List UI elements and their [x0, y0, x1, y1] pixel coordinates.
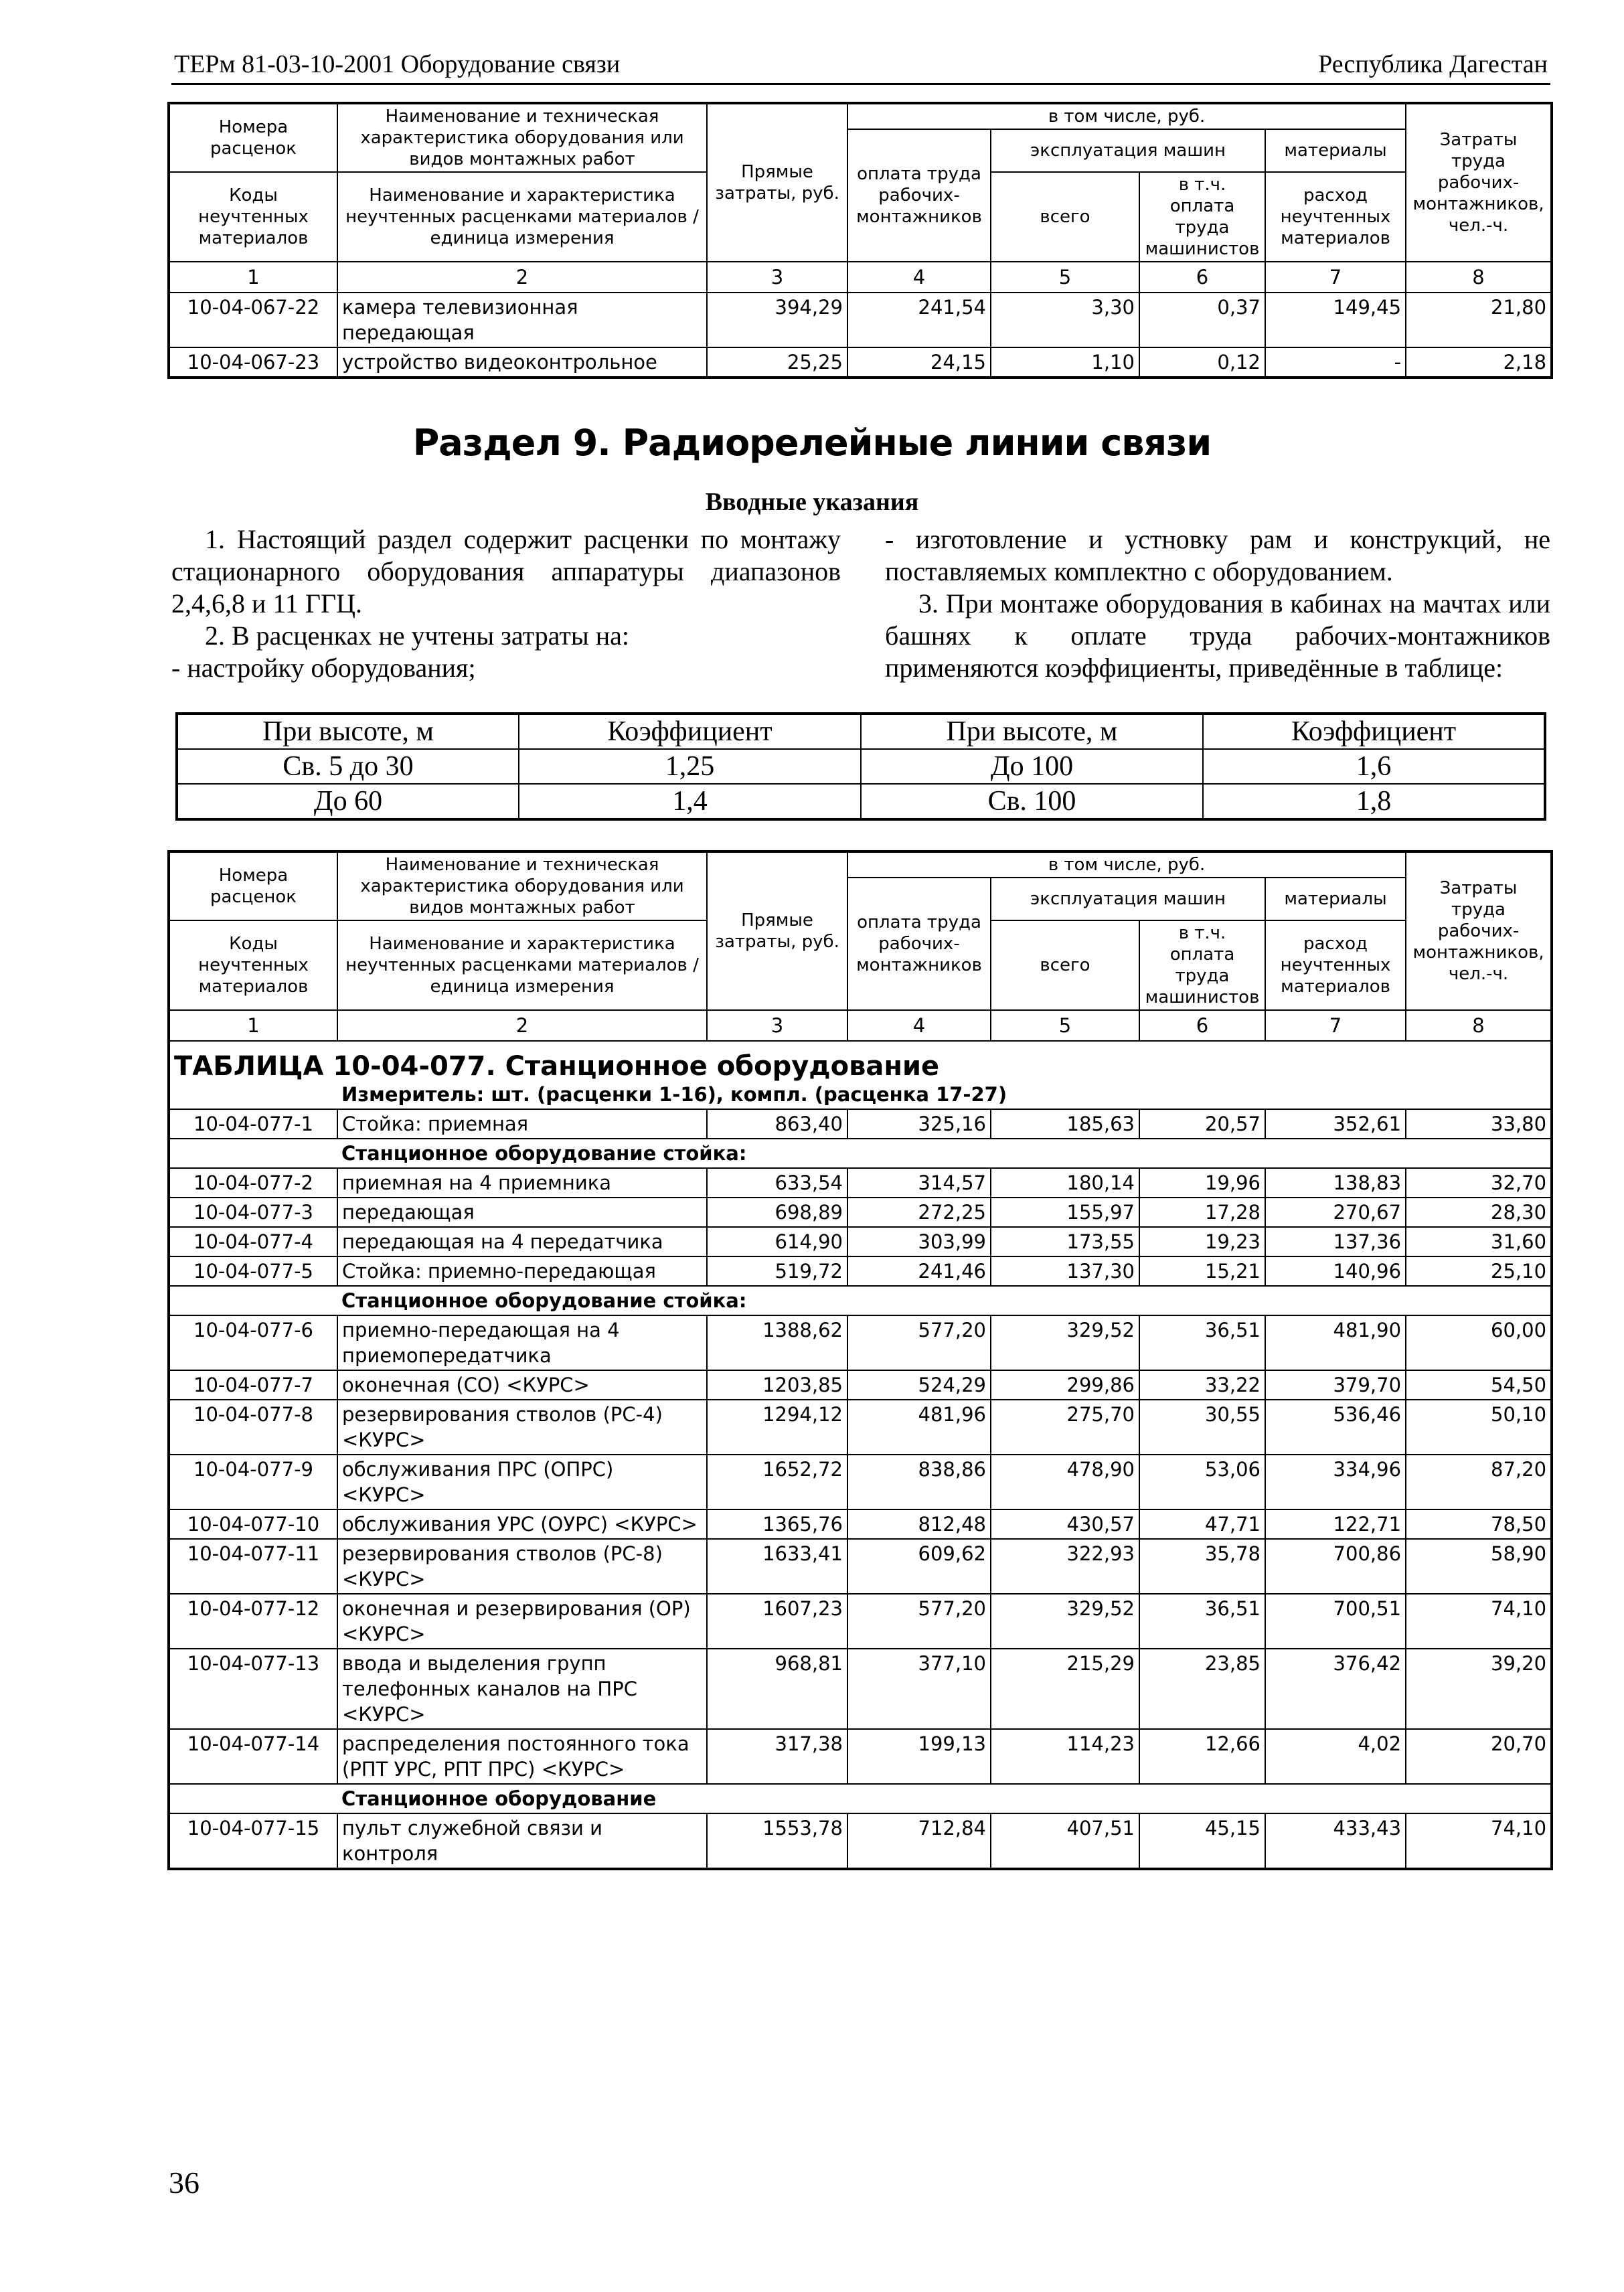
machines-total: 275,70 [991, 1400, 1139, 1455]
direct-cost: 968,81 [707, 1649, 847, 1729]
machines-total: 407,51 [991, 1813, 1139, 1869]
rate-code: 10-04-077-7 [169, 1370, 337, 1400]
hdr-unaccounted-name: Наименование и характеристика неучтенных расценками материалов / единица измерения [337, 920, 707, 1010]
rate-name: передающая на 4 передатчика [337, 1227, 707, 1256]
rate-code: 10-04-077-14 [169, 1729, 337, 1784]
rate-name: камера телевизионная передающая [337, 293, 707, 347]
rate-name: обслуживания ПРС (ОПРС) <КУРС> [337, 1455, 707, 1509]
machines-total: 478,90 [991, 1455, 1139, 1509]
machinists-wages: 35,78 [1139, 1539, 1265, 1594]
machinists-wages: 36,51 [1139, 1315, 1265, 1370]
intro-paragraph: 2. В расценках не учтены затраты на: [205, 621, 629, 651]
wages: 524,29 [847, 1370, 991, 1400]
materials: 376,42 [1265, 1649, 1406, 1729]
coef-cell: 1,4 [519, 784, 861, 819]
materials: 700,51 [1265, 1594, 1406, 1649]
hdr-machines: эксплуатация машин [991, 129, 1265, 172]
hdr-materials: материалы [1265, 878, 1406, 920]
machinists-wages: 0,12 [1139, 347, 1265, 378]
wages: 325,16 [847, 1109, 991, 1139]
rate-code: 10-04-077-15 [169, 1813, 337, 1869]
doc-code: ТЕРм 81-03-10-2001 Оборудование связи [174, 50, 621, 78]
col-index: 8 [1406, 262, 1552, 293]
table-row [169, 1109, 1552, 1139]
hdr-total: всего [991, 920, 1139, 1010]
table-row [169, 1315, 1552, 1370]
hdr-name: Наименование и техническая характеристика оборудования или видов монтажных работ [337, 103, 707, 172]
col-index: 5 [991, 262, 1139, 293]
machinists-wages: 53,06 [1139, 1455, 1265, 1509]
col-index: 7 [1265, 262, 1406, 293]
direct-cost: 1652,72 [707, 1455, 847, 1509]
rate-name: пульт служебной связи и контроля [337, 1813, 707, 1869]
group-heading: Станционное оборудование [337, 1784, 1552, 1813]
labor: 33,80 [1406, 1109, 1552, 1139]
table-row [169, 1509, 1552, 1539]
machines-total: 299,86 [991, 1370, 1139, 1400]
rate-name: Стойка: приемная [337, 1109, 707, 1139]
coef-header: Коэффициент [1203, 714, 1545, 749]
coef-cell: 1,25 [519, 749, 861, 784]
col-index: 4 [847, 262, 991, 293]
table-title: ТАБЛИЦА 10-04-077. Станционное оборудование [169, 1041, 1552, 1080]
labor: 74,10 [1406, 1594, 1552, 1649]
intro-title: Вводные указания [705, 488, 919, 516]
coefficient-table [175, 712, 1546, 821]
machinists-wages: 47,71 [1139, 1509, 1265, 1539]
materials: 481,90 [1265, 1315, 1406, 1370]
rate-code: 10-04-067-22 [169, 293, 337, 347]
hdr-incl-wages: в т.ч. оплата труда машинистов [1139, 920, 1265, 1010]
rate-code: 10-04-077-10 [169, 1509, 337, 1539]
rate-name: резервирования стволов (РС-4) <КУРС> [337, 1400, 707, 1455]
rate-name: оконечная (СО) <КУРС> [337, 1370, 707, 1400]
labor: 20,70 [1406, 1729, 1552, 1784]
hdr-labor: Затраты труда рабочих-монтажников, чел.-ч. [1406, 103, 1552, 262]
intro-paragraph: - настройку оборудования; [171, 653, 476, 683]
table-row [169, 1400, 1552, 1455]
rate-name: ввода и выделения групп телефонных каналов на ПРС <КУРС> [337, 1649, 707, 1729]
intro-paragraph: - изготовление и устновку рам и конструкций, не поставляемых комплектно с оборудованием. [885, 524, 1550, 586]
labor: 31,60 [1406, 1227, 1552, 1256]
wages: 314,57 [847, 1168, 991, 1198]
rate-code: 10-04-077-4 [169, 1227, 337, 1256]
machinists-wages: 30,55 [1139, 1400, 1265, 1455]
materials: 379,70 [1265, 1370, 1406, 1400]
table-row [169, 1813, 1552, 1869]
hdr-direct: Прямые затраты, руб. [707, 103, 847, 262]
rates-table-067 [167, 102, 1553, 379]
hdr-materials: материалы [1265, 129, 1406, 172]
rate-code: 10-04-077-5 [169, 1256, 337, 1286]
coef-header: При высоте, м [861, 714, 1203, 749]
hdr-consumption: расход неучтенных материалов [1265, 920, 1406, 1010]
rate-code: 10-04-077-2 [169, 1168, 337, 1198]
rate-code: 10-04-067-23 [169, 347, 337, 378]
machinists-wages: 12,66 [1139, 1729, 1265, 1784]
hdr-including: в том числе, руб. [847, 851, 1406, 878]
col-index: 3 [707, 1010, 847, 1041]
machines-total: 185,63 [991, 1109, 1139, 1139]
table-row [169, 1539, 1552, 1594]
materials: 352,61 [1265, 1109, 1406, 1139]
table-row [169, 1168, 1552, 1198]
table-row [169, 1370, 1552, 1400]
direct-cost: 863,40 [707, 1109, 847, 1139]
materials: 270,67 [1265, 1198, 1406, 1227]
direct-cost: 1553,78 [707, 1813, 847, 1869]
rate-name: резервирования стволов (РС-8) <КУРС> [337, 1539, 707, 1594]
direct-cost: 1294,12 [707, 1400, 847, 1455]
region-name: Республика Дагестан [1318, 50, 1548, 78]
wages: 577,20 [847, 1594, 991, 1649]
labor: 25,10 [1406, 1256, 1552, 1286]
wages: 838,86 [847, 1455, 991, 1509]
rate-code: 10-04-077-8 [169, 1400, 337, 1455]
direct-cost: 1607,23 [707, 1594, 847, 1649]
labor: 21,80 [1406, 293, 1552, 347]
wages: 577,20 [847, 1315, 991, 1370]
hdr-wages: оплата труда рабочих-монтажников [847, 878, 991, 1010]
table-row [169, 1227, 1552, 1256]
materials: 334,96 [1265, 1455, 1406, 1509]
coef-cell: До 100 [861, 749, 1203, 784]
machines-total: 180,14 [991, 1168, 1139, 1198]
machinists-wages: 33,22 [1139, 1370, 1265, 1400]
table-row [169, 1649, 1552, 1729]
wages: 272,25 [847, 1198, 991, 1227]
col-index: 4 [847, 1010, 991, 1041]
wages: 24,15 [847, 347, 991, 378]
machinists-wages: 36,51 [1139, 1594, 1265, 1649]
page-number: 36 [169, 2165, 199, 2200]
direct-cost: 1633,41 [707, 1539, 847, 1594]
direct-cost: 25,25 [707, 347, 847, 378]
direct-cost: 633,54 [707, 1168, 847, 1198]
machines-total: 3,30 [991, 293, 1139, 347]
direct-cost: 1203,85 [707, 1370, 847, 1400]
hdr-consumption: расход неучтенных материалов [1265, 172, 1406, 262]
materials: 137,36 [1265, 1227, 1406, 1256]
intro-paragraph: 3. При монтаже оборудования в кабинах на мачтах или башнях к оплате труда рабочих-монтажников применяются коэффициенты, приведённые в таблице: [885, 588, 1550, 683]
table-row [169, 293, 1552, 347]
direct-cost: 519,72 [707, 1256, 847, 1286]
hdr-wages: оплата труда рабочих-монтажников [847, 129, 991, 262]
coef-cell: 1,8 [1203, 784, 1545, 819]
table-row [169, 1729, 1552, 1784]
rate-code: 10-04-077-9 [169, 1455, 337, 1509]
labor: 50,10 [1406, 1400, 1552, 1455]
coef-cell: 1,6 [1203, 749, 1545, 784]
materials: 149,45 [1265, 293, 1406, 347]
machinists-wages: 20,57 [1139, 1109, 1265, 1139]
materials: 700,86 [1265, 1539, 1406, 1594]
direct-cost: 317,38 [707, 1729, 847, 1784]
hdr-name: Наименование и техническая характеристика оборудования или видов монтажных работ [337, 851, 707, 920]
rate-name: приемная на 4 приемника [337, 1168, 707, 1198]
materials: 433,43 [1265, 1813, 1406, 1869]
rate-name: устройство видеоконтрольное [337, 347, 707, 378]
wages: 241,54 [847, 293, 991, 347]
hdr-unaccounted-codes: Коды неучтенных материалов [169, 920, 337, 1010]
materials: 4,02 [1265, 1729, 1406, 1784]
hdr-rate-number: Номера расценок [169, 851, 337, 920]
labor: 39,20 [1406, 1649, 1552, 1729]
machines-total: 329,52 [991, 1315, 1139, 1370]
direct-cost: 394,29 [707, 293, 847, 347]
wages: 812,48 [847, 1509, 991, 1539]
rate-name: распределения постоянного тока (РПТ УРС, РПТ ПРС) <КУРС> [337, 1729, 707, 1784]
machinists-wages: 19,23 [1139, 1227, 1265, 1256]
machines-total: 1,10 [991, 347, 1139, 378]
table-row [169, 1198, 1552, 1227]
wages: 609,62 [847, 1539, 991, 1594]
machines-total: 137,30 [991, 1256, 1139, 1286]
machines-total: 173,55 [991, 1227, 1139, 1256]
machinists-wages: 0,37 [1139, 293, 1265, 347]
hdr-incl-wages: в т.ч. оплата труда машинистов [1139, 172, 1265, 262]
rate-name: передающая [337, 1198, 707, 1227]
rate-name: оконечная и резервирования (ОР) <КУРС> [337, 1594, 707, 1649]
col-index: 1 [169, 262, 337, 293]
col-index: 2 [337, 1010, 707, 1041]
direct-cost: 698,89 [707, 1198, 847, 1227]
group-heading: Станционное оборудование стойка: [337, 1139, 1552, 1168]
table-row [169, 1594, 1552, 1649]
machinists-wages: 45,15 [1139, 1813, 1265, 1869]
machinists-wages: 19,96 [1139, 1168, 1265, 1198]
wages: 303,99 [847, 1227, 991, 1256]
labor: 78,50 [1406, 1509, 1552, 1539]
group-heading: Станционное оборудование стойка: [337, 1286, 1552, 1315]
labor: 74,10 [1406, 1813, 1552, 1869]
measure-unit: Измеритель: шт. (расценки 1-16), компл. (расценка 17-27) [337, 1080, 1552, 1109]
wages: 377,10 [847, 1649, 991, 1729]
machinists-wages: 23,85 [1139, 1649, 1265, 1729]
section-title: Раздел 9. Радиорелейные линии связи [412, 422, 1212, 464]
col-index: 7 [1265, 1010, 1406, 1041]
hdr-direct: Прямые затраты, руб. [707, 851, 847, 1010]
table-row [169, 1455, 1552, 1509]
labor: 58,90 [1406, 1539, 1552, 1594]
rate-name: Стойка: приемно-передающая [337, 1256, 707, 1286]
labor: 87,20 [1406, 1455, 1552, 1509]
materials: 138,83 [1265, 1168, 1406, 1198]
intro-paragraph: 1. Настоящий раздел содержит расценки по монтажу стационарного оборудования аппаратуры диапазонов 2,4,6,8 и 11 ГГЦ. [171, 524, 841, 619]
rate-code: 10-04-077-13 [169, 1649, 337, 1729]
machines-total: 155,97 [991, 1198, 1139, 1227]
machines-total: 114,23 [991, 1729, 1139, 1784]
col-index: 6 [1139, 262, 1265, 293]
rate-code: 10-04-077-1 [169, 1109, 337, 1139]
hdr-labor: Затраты труда рабочих-монтажников, чел.-ч. [1406, 851, 1552, 1010]
materials: 140,96 [1265, 1256, 1406, 1286]
rate-code: 10-04-077-12 [169, 1594, 337, 1649]
materials: - [1265, 347, 1406, 378]
wages: 481,96 [847, 1400, 991, 1455]
hdr-unaccounted-codes: Коды неучтенных материалов [169, 172, 337, 262]
intro-right-column [885, 523, 1550, 684]
machines-total: 322,93 [991, 1539, 1139, 1594]
wages: 712,84 [847, 1813, 991, 1869]
rate-name: приемно-передающая на 4 приемопередатчика [337, 1315, 707, 1370]
machines-total: 215,29 [991, 1649, 1139, 1729]
rate-code: 10-04-077-3 [169, 1198, 337, 1227]
direct-cost: 1388,62 [707, 1315, 847, 1370]
wages: 199,13 [847, 1729, 991, 1784]
page-header [171, 46, 1550, 85]
direct-cost: 614,90 [707, 1227, 847, 1256]
machinists-wages: 17,28 [1139, 1198, 1265, 1227]
coef-header: При высоте, м [177, 714, 519, 749]
hdr-machines: эксплуатация машин [991, 878, 1265, 920]
labor: 60,00 [1406, 1315, 1552, 1370]
coef-cell: Св. 100 [861, 784, 1203, 819]
machines-total: 329,52 [991, 1594, 1139, 1649]
rate-name: обслуживания УРС (ОУРС) <КУРС> [337, 1509, 707, 1539]
hdr-unaccounted-name: Наименование и характеристика неучтенных расценками материалов / единица измерения [337, 172, 707, 262]
intro-left-column [171, 523, 841, 684]
hdr-total: всего [991, 172, 1139, 262]
hdr-rate-number: Номера расценок [169, 103, 337, 172]
col-index: 2 [337, 262, 707, 293]
direct-cost: 1365,76 [707, 1509, 847, 1539]
rate-code: 10-04-077-11 [169, 1539, 337, 1594]
col-index: 1 [169, 1010, 337, 1041]
hdr-including: в том числе, руб. [847, 103, 1406, 129]
materials: 122,71 [1265, 1509, 1406, 1539]
machines-total: 430,57 [991, 1509, 1139, 1539]
col-index: 5 [991, 1010, 1139, 1041]
rates-table-077 [167, 850, 1553, 1870]
table-row [169, 347, 1552, 378]
col-index: 6 [1139, 1010, 1265, 1041]
col-index: 3 [707, 262, 847, 293]
machinists-wages: 15,21 [1139, 1256, 1265, 1286]
coef-cell: До 60 [177, 784, 519, 819]
labor: 28,30 [1406, 1198, 1552, 1227]
labor: 54,50 [1406, 1370, 1552, 1400]
table-row [169, 1256, 1552, 1286]
rate-code: 10-04-077-6 [169, 1315, 337, 1370]
labor: 32,70 [1406, 1168, 1552, 1198]
labor: 2,18 [1406, 347, 1552, 378]
col-index: 8 [1406, 1010, 1552, 1041]
wages: 241,46 [847, 1256, 991, 1286]
coef-cell: Св. 5 до 30 [177, 749, 519, 784]
materials: 536,46 [1265, 1400, 1406, 1455]
coef-header: Коэффициент [519, 714, 861, 749]
